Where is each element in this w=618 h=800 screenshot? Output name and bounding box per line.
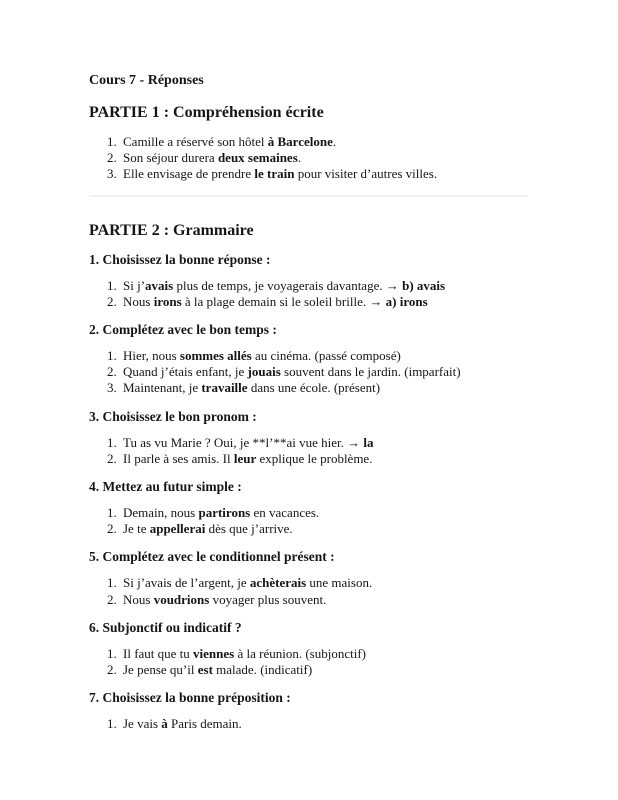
text-run: Elle envisage de prendre: [123, 166, 255, 182]
text-run: Je pense qu’il: [123, 662, 198, 678]
bold-answer: partirons: [198, 505, 251, 521]
text-run: Hier, nous: [123, 348, 180, 364]
exercise-heading: 4. Mettez au futur simple :: [89, 479, 242, 495]
numbered-list: [89, 435, 528, 467]
text-run: Je te: [123, 521, 150, 537]
text-run: pour visiter d’autres villes.: [294, 166, 438, 182]
text-run: plus de temps, je voyagerais davantage. →: [173, 277, 403, 293]
bold-answer: achèterais: [249, 575, 307, 591]
list-item: [120, 134, 528, 150]
text-run: Si j’: [123, 277, 146, 293]
bold-answer: travaille: [201, 380, 248, 396]
bold-answer: jouais: [247, 364, 281, 380]
text-run: Tu as vu Marie ? Oui, je **l’**ai vue hier. →: [123, 434, 364, 450]
text-run: en vacances.: [250, 505, 320, 521]
exercise-heading: 1. Choisissez la bonne réponse :: [89, 251, 271, 267]
list-item: [120, 505, 528, 521]
document-body: [89, 103, 528, 732]
text-run: Si j’avais de l’argent, je: [123, 575, 250, 591]
numbered-list: [89, 348, 528, 397]
list-item: [120, 575, 528, 591]
list-item: [120, 348, 528, 364]
exercise-heading: 6. Subjonctif ou indicatif ?: [89, 619, 242, 635]
part-heading: PARTIE 2 : Grammaire: [89, 221, 254, 239]
list-item: [120, 451, 528, 467]
text-run: Maintenant, je: [123, 380, 202, 396]
text-run: Camille a réservé son hôtel: [123, 134, 268, 149]
bold-answer: b) avais: [402, 277, 446, 293]
list-item: [120, 380, 528, 396]
text-run: malade. (indicatif): [212, 662, 313, 678]
text-run: dès que j’arrive.: [205, 521, 293, 537]
text-run: .: [332, 134, 337, 149]
list-item: [120, 166, 528, 182]
list-item: [120, 662, 528, 678]
exercise-heading: 7. Choisissez la bonne préposition :: [89, 690, 291, 706]
bold-answer: est: [197, 662, 213, 678]
text-run: voyager plus souvent.: [209, 591, 327, 607]
text-run: Il parle à ses amis. Il: [123, 450, 234, 466]
text-run: Je vais: [123, 716, 162, 732]
text-run: Son séjour durera: [123, 150, 218, 166]
bold-answer: à Barcelone: [267, 134, 333, 149]
list-item: [120, 435, 528, 451]
numbered-list: [89, 134, 528, 183]
list-item: [120, 716, 528, 732]
bold-answer: voudrions: [153, 591, 210, 607]
text-run: à la plage demain si le soleil brille. →: [181, 293, 386, 309]
text-run: Il faut que tu: [123, 645, 194, 661]
bold-answer: avais: [145, 277, 174, 293]
bold-answer: le train: [254, 166, 295, 182]
list-item: [120, 364, 528, 380]
text-run: explique le problème.: [256, 450, 373, 466]
text-run: Nous: [123, 293, 154, 309]
numbered-list: [89, 646, 528, 678]
section-divider: [89, 195, 528, 197]
numbered-list: [89, 278, 528, 310]
text-run: .: [297, 150, 302, 166]
document-title: Cours 7 - Réponses: [89, 73, 204, 88]
list-item: [120, 521, 528, 537]
bold-answer: a) irons: [385, 293, 428, 309]
text-run: dans une école. (présent): [247, 380, 381, 396]
text-run: Demain, nous: [123, 505, 199, 521]
numbered-list: [89, 716, 528, 732]
list-item: [120, 278, 528, 294]
text-run: au cinéma. (passé composé): [251, 348, 401, 364]
list-item: [120, 150, 528, 166]
numbered-list: [89, 575, 528, 607]
text-run: Nous: [123, 591, 154, 607]
list-item: [120, 294, 528, 310]
text-run: souvent dans le jardin. (imparfait): [280, 364, 461, 380]
bold-answer: viennes: [193, 645, 235, 661]
bold-answer: irons: [153, 293, 182, 309]
exercise-heading: 3. Choisissez le bon pronom :: [89, 408, 257, 424]
list-item: [120, 592, 528, 608]
exercise-heading: 5. Complétez avec le conditionnel présent :: [89, 549, 335, 565]
list-item: [120, 646, 528, 662]
bold-answer: deux semaines: [217, 150, 298, 166]
bold-answer: leur: [233, 450, 257, 466]
bold-answer: à: [161, 716, 168, 732]
bold-answer: appellerai: [149, 521, 206, 537]
text-run: à la réunion. (subjonctif): [234, 645, 366, 661]
bold-answer: la: [363, 434, 374, 450]
bold-answer: sommes allés: [179, 348, 252, 364]
text-run: Quand j’étais enfant, je: [123, 364, 248, 380]
numbered-list: [89, 505, 528, 537]
text-run: une maison.: [306, 575, 373, 591]
exercise-heading: 2. Complétez avec le bon temps :: [89, 322, 277, 338]
text-run: Paris demain.: [167, 716, 242, 732]
part-heading: PARTIE 1 : Compréhension écrite: [89, 104, 324, 121]
